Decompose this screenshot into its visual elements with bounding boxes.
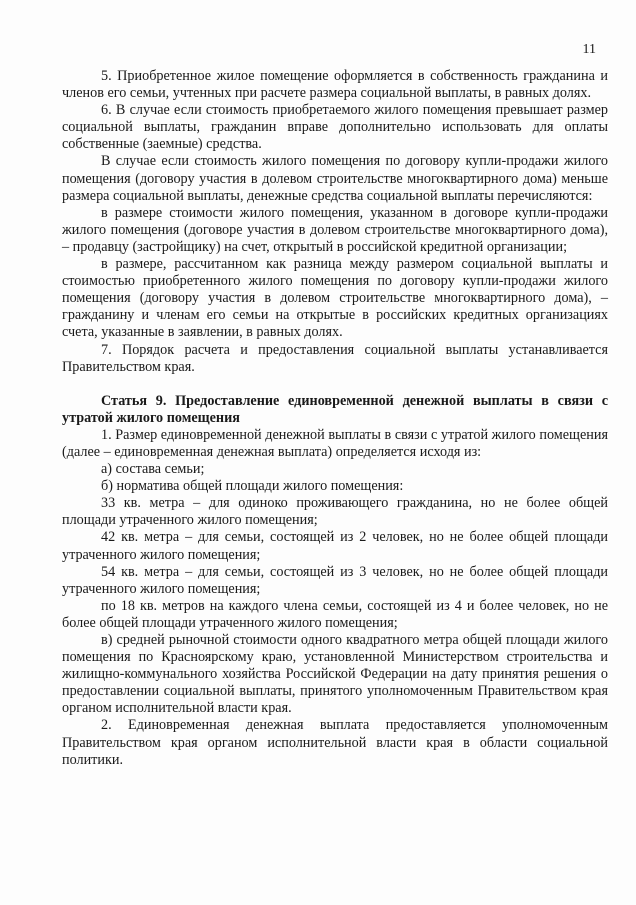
article-9-item-a: а) состава семьи; bbox=[101, 461, 205, 478]
paragraph-6: 6. В случае если стоимость приобретаемого жилого помещения превышает размер социальной выплаты, гражданин вправе дополнительно использовать для оплаты собственные (заемные) средства. bbox=[62, 102, 608, 153]
norm-18: по 18 кв. метров на каждого члена семьи, состоящей из 4 и более человек, но не более общей площади утраченного жилого помещения; bbox=[62, 597, 608, 631]
article-9-item-b: б) норматива общей площади жилого помещения: bbox=[101, 478, 404, 495]
paragraph-6-case: В случае если стоимость жилого помещения по договору купли-продажи жилого помещения (договору участия в долевом строительстве многоквартирного дома) меньше размера социальной выплаты, денежные средства социальной выплаты перечисляются: bbox=[62, 153, 608, 204]
page-number: 11 bbox=[582, 42, 596, 57]
document-body bbox=[62, 68, 608, 769]
norm-42: 42 кв. метра – для семьи, состоящей из 2 человек, но не более общей площади утраченного жилого помещения; bbox=[62, 529, 608, 563]
paragraph-5: 5. Приобретенное жилое помещение оформляется в собственность гражданина и членов его семьи, учтенных при расчете размера социальной выплаты, в равных долях. bbox=[62, 68, 608, 102]
article-9-paragraph-1: 1. Размер единовременной денежной выплаты в связи с утратой жилого помещения (далее – единовременная денежная выплата) определяется исходя из: bbox=[62, 426, 608, 460]
paragraph-7: 7. Порядок расчета и предоставления социальной выплаты устанавливается Правительством края. bbox=[62, 341, 608, 375]
article-9-heading: Статья 9. Предоставление единовременной денежной выплаты в связи с утратой жилого помещения bbox=[62, 392, 608, 426]
norm-54: 54 кв. метра – для семьи, состоящей из 3 человек, но не более общей площади утраченного жилого помещения; bbox=[62, 563, 608, 597]
article-9-item-v: в) средней рыночной стоимости одного квадратного метра общей площади жилого помещения по Красноярскому краю, установленной Министерством строительства и жилищно-коммунального хозяйства Российской Федерации на дату принятия решения о предоставлении социальной выплаты, принятого уполномоченным Правительством края органом исполнительной власти края. bbox=[62, 632, 608, 717]
paragraph-6-difference: в размере, рассчитанном как разница между размером социальной выплаты и стоимостью приобретенного жилого помещения по договору купли-продажи жилого помещения (договору участия в долевом строительстве многоквартирного дома), – гражданину и членам его семьи на открытые в российских кредитных организациях счета, указанные в заявлении, в равных долях. bbox=[62, 256, 608, 341]
paragraph-6-seller: в размере стоимости жилого помещения, указанном в договоре купли-продажи жилого помещения (договоре участия в долевом строительстве многоквартирного дома), – продавцу (застройщику) на счет, открытый в российской кредитной организации; bbox=[62, 204, 608, 255]
norm-33: 33 кв. метра – для одиноко проживающего гражданина, но не более общей площади утраченного жилого помещения; bbox=[62, 495, 608, 529]
article-9-paragraph-2: 2. Единовременная денежная выплата предоставляется уполномоченным Правительством края органом исполнительной власти края в области социальной политики. bbox=[62, 717, 608, 768]
